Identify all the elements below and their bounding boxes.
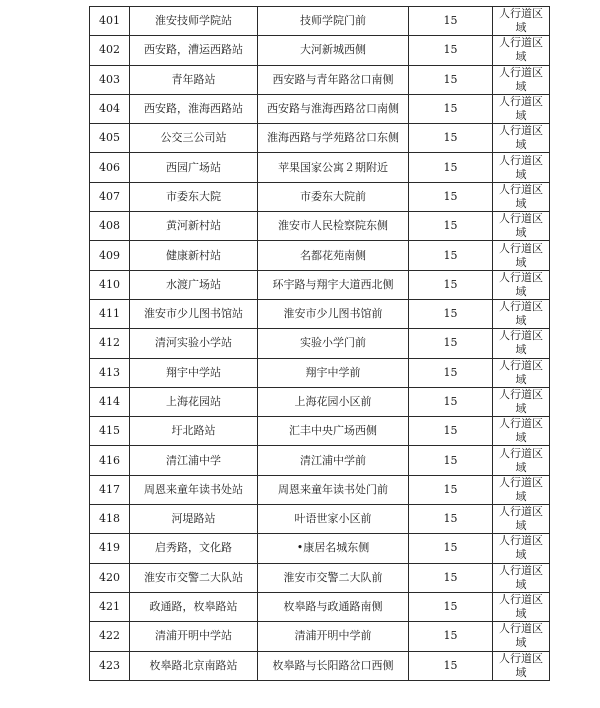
station-area-cell: 人行道区域 bbox=[493, 358, 550, 387]
station-number-cell: 405 bbox=[90, 124, 130, 153]
station-location-cell: 枚皋路与政通路南侧 bbox=[258, 592, 409, 621]
station-number-cell: 404 bbox=[90, 94, 130, 123]
station-location-cell: 技师学院门前 bbox=[258, 7, 409, 36]
station-name-cell: 健康新村站 bbox=[130, 241, 258, 270]
station-area-cell: 人行道区域 bbox=[493, 270, 550, 299]
station-area-cell: 人行道区域 bbox=[493, 212, 550, 241]
station-number-cell: 402 bbox=[90, 36, 130, 65]
station-area-cell: 人行道区域 bbox=[493, 299, 550, 328]
station-area-cell: 人行道区域 bbox=[493, 592, 550, 621]
station-number-cell: 413 bbox=[90, 358, 130, 387]
station-area-cell: 人行道区域 bbox=[493, 94, 550, 123]
station-capacity-cell: 15 bbox=[409, 563, 493, 592]
station-number-cell: 411 bbox=[90, 299, 130, 328]
station-capacity-cell: 15 bbox=[409, 329, 493, 358]
station-table-body bbox=[90, 7, 550, 681]
station-capacity-cell: 15 bbox=[409, 153, 493, 182]
station-area-cell: 人行道区域 bbox=[493, 387, 550, 416]
station-capacity-cell: 15 bbox=[409, 241, 493, 270]
table-row bbox=[90, 651, 550, 680]
station-capacity-cell: 15 bbox=[409, 358, 493, 387]
table-row bbox=[90, 65, 550, 94]
station-name-cell: 清浦开明中学站 bbox=[130, 622, 258, 651]
table-row bbox=[90, 329, 550, 358]
station-capacity-cell: 15 bbox=[409, 505, 493, 534]
station-number-cell: 417 bbox=[90, 475, 130, 504]
station-number-cell: 419 bbox=[90, 534, 130, 563]
station-location-cell: •康居名城东侧 bbox=[258, 534, 409, 563]
station-name-cell: 黄河新村站 bbox=[130, 212, 258, 241]
station-area-cell: 人行道区域 bbox=[493, 446, 550, 475]
station-number-cell: 414 bbox=[90, 387, 130, 416]
table-row bbox=[90, 592, 550, 621]
station-area-cell: 人行道区域 bbox=[493, 651, 550, 680]
station-name-cell: 清河实验小学站 bbox=[130, 329, 258, 358]
station-capacity-cell: 15 bbox=[409, 417, 493, 446]
station-name-cell: 河堤路站 bbox=[130, 505, 258, 534]
table-row bbox=[90, 563, 550, 592]
station-name-cell: 西安路，漕运西路站 bbox=[130, 36, 258, 65]
station-capacity-cell: 15 bbox=[409, 651, 493, 680]
station-name-cell: 圩北路站 bbox=[130, 417, 258, 446]
table-row bbox=[90, 124, 550, 153]
station-location-cell: 西安路与淮海西路岔口南侧 bbox=[258, 94, 409, 123]
station-name-cell: 淮安技师学院站 bbox=[130, 7, 258, 36]
table-row bbox=[90, 358, 550, 387]
table-row bbox=[90, 475, 550, 504]
station-area-cell: 人行道区域 bbox=[493, 153, 550, 182]
station-location-cell: 清浦开明中学前 bbox=[258, 622, 409, 651]
station-location-cell: 汇丰中央广场西侧 bbox=[258, 417, 409, 446]
station-capacity-cell: 15 bbox=[409, 475, 493, 504]
table-row bbox=[90, 153, 550, 182]
station-number-cell: 407 bbox=[90, 182, 130, 211]
station-name-cell: 周恩来童年读书处站 bbox=[130, 475, 258, 504]
station-number-cell: 409 bbox=[90, 241, 130, 270]
station-location-cell: 大河新城西侧 bbox=[258, 36, 409, 65]
station-area-cell: 人行道区域 bbox=[493, 563, 550, 592]
station-location-cell: 叶语世家小区前 bbox=[258, 505, 409, 534]
station-number-cell: 406 bbox=[90, 153, 130, 182]
station-number-cell: 423 bbox=[90, 651, 130, 680]
station-number-cell: 421 bbox=[90, 592, 130, 621]
station-location-cell: 清江浦中学前 bbox=[258, 446, 409, 475]
station-area-cell: 人行道区域 bbox=[493, 182, 550, 211]
station-capacity-cell: 15 bbox=[409, 446, 493, 475]
station-name-cell: 青年路站 bbox=[130, 65, 258, 94]
station-capacity-cell: 15 bbox=[409, 270, 493, 299]
station-location-cell: 苹果国家公寓２期附近 bbox=[258, 153, 409, 182]
table-row bbox=[90, 387, 550, 416]
station-capacity-cell: 15 bbox=[409, 212, 493, 241]
table-row bbox=[90, 36, 550, 65]
station-name-cell: 翔宇中学站 bbox=[130, 358, 258, 387]
station-name-cell: 西安路，淮海西路站 bbox=[130, 94, 258, 123]
station-number-cell: 415 bbox=[90, 417, 130, 446]
station-location-cell: 市委东大院前 bbox=[258, 182, 409, 211]
station-location-cell: 上海花园小区前 bbox=[258, 387, 409, 416]
table-row bbox=[90, 534, 550, 563]
document-page bbox=[89, 6, 549, 681]
station-name-cell: 上海花园站 bbox=[130, 387, 258, 416]
table-row bbox=[90, 7, 550, 36]
table-row bbox=[90, 622, 550, 651]
station-number-cell: 403 bbox=[90, 65, 130, 94]
station-location-cell: 淮安市少儿图书馆前 bbox=[258, 299, 409, 328]
station-area-cell: 人行道区域 bbox=[493, 241, 550, 270]
station-capacity-cell: 15 bbox=[409, 299, 493, 328]
table-row bbox=[90, 417, 550, 446]
station-area-cell: 人行道区域 bbox=[493, 124, 550, 153]
station-location-cell: 环宇路与翔宇大道西北侧 bbox=[258, 270, 409, 299]
station-number-cell: 418 bbox=[90, 505, 130, 534]
station-location-cell: 周恩来童年读书处门前 bbox=[258, 475, 409, 504]
station-area-cell: 人行道区域 bbox=[493, 505, 550, 534]
station-area-cell: 人行道区域 bbox=[493, 534, 550, 563]
station-number-cell: 401 bbox=[90, 7, 130, 36]
station-area-cell: 人行道区域 bbox=[493, 622, 550, 651]
station-capacity-cell: 15 bbox=[409, 36, 493, 65]
station-location-cell: 翔宇中学前 bbox=[258, 358, 409, 387]
station-name-cell: 市委东大院 bbox=[130, 182, 258, 211]
station-capacity-cell: 15 bbox=[409, 65, 493, 94]
station-table bbox=[89, 6, 550, 681]
station-capacity-cell: 15 bbox=[409, 622, 493, 651]
station-location-cell: 淮安市交警二大队前 bbox=[258, 563, 409, 592]
table-row bbox=[90, 505, 550, 534]
station-name-cell: 淮安市交警二大队站 bbox=[130, 563, 258, 592]
station-location-cell: 枚皋路与长阳路岔口西侧 bbox=[258, 651, 409, 680]
station-area-cell: 人行道区域 bbox=[493, 329, 550, 358]
station-area-cell: 人行道区域 bbox=[493, 36, 550, 65]
station-capacity-cell: 15 bbox=[409, 534, 493, 563]
station-area-cell: 人行道区域 bbox=[493, 475, 550, 504]
station-name-cell: 清江浦中学 bbox=[130, 446, 258, 475]
station-name-cell: 枚皋路北京南路站 bbox=[130, 651, 258, 680]
station-number-cell: 412 bbox=[90, 329, 130, 358]
table-row bbox=[90, 299, 550, 328]
table-row bbox=[90, 212, 550, 241]
station-name-cell: 公交三公司站 bbox=[130, 124, 258, 153]
station-name-cell: 西园广场站 bbox=[130, 153, 258, 182]
table-row bbox=[90, 94, 550, 123]
station-capacity-cell: 15 bbox=[409, 124, 493, 153]
station-number-cell: 416 bbox=[90, 446, 130, 475]
station-name-cell: 启秀路，文化路 bbox=[130, 534, 258, 563]
station-location-cell: 实验小学门前 bbox=[258, 329, 409, 358]
station-area-cell: 人行道区域 bbox=[493, 417, 550, 446]
station-name-cell: 政通路，枚皋路站 bbox=[130, 592, 258, 621]
station-number-cell: 422 bbox=[90, 622, 130, 651]
table-row bbox=[90, 446, 550, 475]
station-name-cell: 水渡广场站 bbox=[130, 270, 258, 299]
station-location-cell: 名都花苑南侧 bbox=[258, 241, 409, 270]
station-location-cell: 淮海西路与学苑路岔口东侧 bbox=[258, 124, 409, 153]
station-capacity-cell: 15 bbox=[409, 182, 493, 211]
station-location-cell: 淮安市人民检察院东侧 bbox=[258, 212, 409, 241]
table-row bbox=[90, 241, 550, 270]
station-location-cell: 西安路与青年路岔口南侧 bbox=[258, 65, 409, 94]
station-area-cell: 人行道区域 bbox=[493, 7, 550, 36]
station-area-cell: 人行道区域 bbox=[493, 65, 550, 94]
station-number-cell: 408 bbox=[90, 212, 130, 241]
table-row bbox=[90, 270, 550, 299]
station-capacity-cell: 15 bbox=[409, 94, 493, 123]
station-capacity-cell: 15 bbox=[409, 387, 493, 416]
station-capacity-cell: 15 bbox=[409, 592, 493, 621]
table-row bbox=[90, 182, 550, 211]
station-capacity-cell: 15 bbox=[409, 7, 493, 36]
station-number-cell: 420 bbox=[90, 563, 130, 592]
station-name-cell: 淮安市少儿图书馆站 bbox=[130, 299, 258, 328]
station-number-cell: 410 bbox=[90, 270, 130, 299]
